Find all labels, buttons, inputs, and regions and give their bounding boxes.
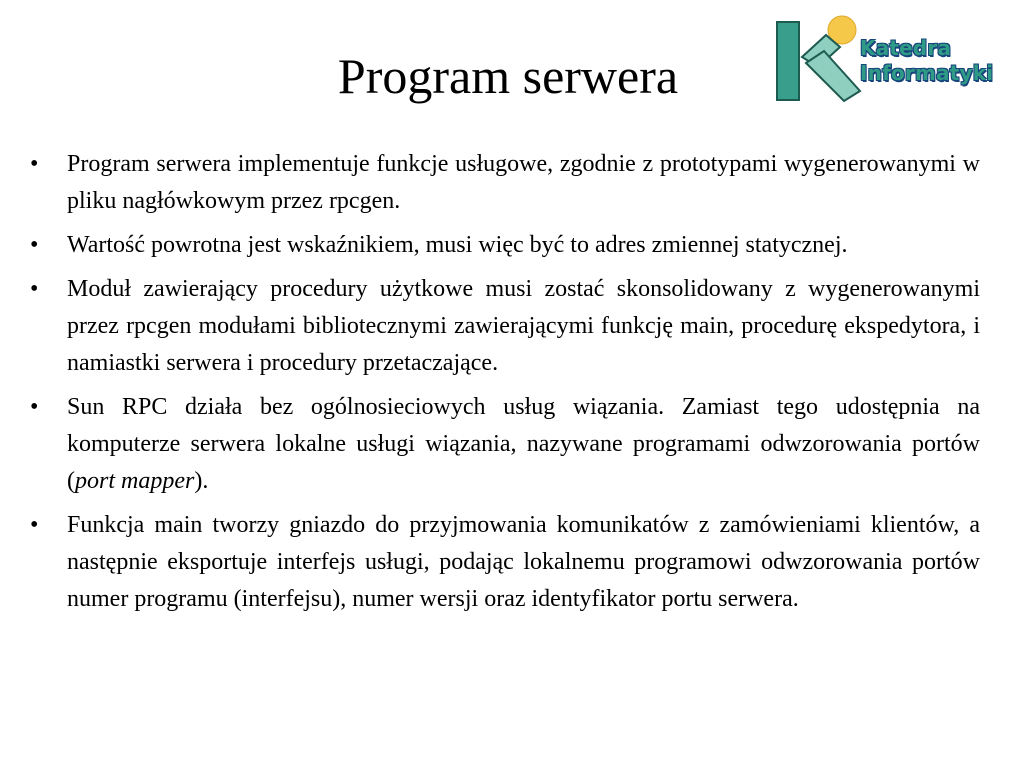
logo-line-1: Katedra — [860, 36, 952, 60]
bullet-item — [30, 227, 980, 264]
bullet-text: Funkcja main tworzy gniazdo do przyjmowania komunikatów z zamówieniami klientów, a następnie eksportuje interfejs usługi, podając lokalnemu programowi odwzorowania portów numer programu (interfejsu), numer wersji oraz identyfikator portu serwera. — [67, 512, 980, 612]
bullet-text: Program serwera implementuje funkcje usługowe, zgodnie z prototypami wygenerowanymi w pliku nagłówkowym przez rpcgen. — [67, 151, 980, 214]
bullet-text-part: Sun RPC działa bez ogólnosieciowych usług wiązania. Zamiast tego udostępnia na komputerze serwera lokalne usługi wiązania, nazywane programami odwzorowania portów ( — [67, 394, 980, 494]
bullet-item — [30, 146, 980, 220]
bullet-marker: • — [30, 151, 39, 177]
bullet-text: Wartość powrotna jest wskaźnikiem, musi więc być to adres zmiennej statycznej. — [67, 232, 848, 258]
bullet-marker: • — [30, 394, 39, 420]
slide-title: Program serwera — [337, 48, 679, 104]
logo-text — [860, 36, 993, 86]
bullet-item — [30, 389, 980, 500]
logo-line-2: Informatyki — [860, 61, 994, 85]
bullet-item — [30, 507, 980, 618]
bullet-marker: • — [30, 512, 39, 538]
bullet-list — [30, 146, 980, 625]
bullet-text: Moduł zawierający procedury użytkowe musi zostać skonsolidowany z wygenerowanymi przez rpcgen modułami bibliotecznymi zawierającymi funkcję main, procedurę ekspedytora, i namiastki serwera i procedury przetaczające. — [67, 276, 980, 376]
bullet-marker: • — [30, 276, 39, 302]
bullet-marker: • — [30, 232, 39, 258]
bullet-text — [67, 394, 980, 494]
bullet-text-italic: port mapper — [75, 468, 195, 494]
bullet-item — [30, 271, 980, 382]
bullet-text-part: ). — [194, 468, 209, 494]
